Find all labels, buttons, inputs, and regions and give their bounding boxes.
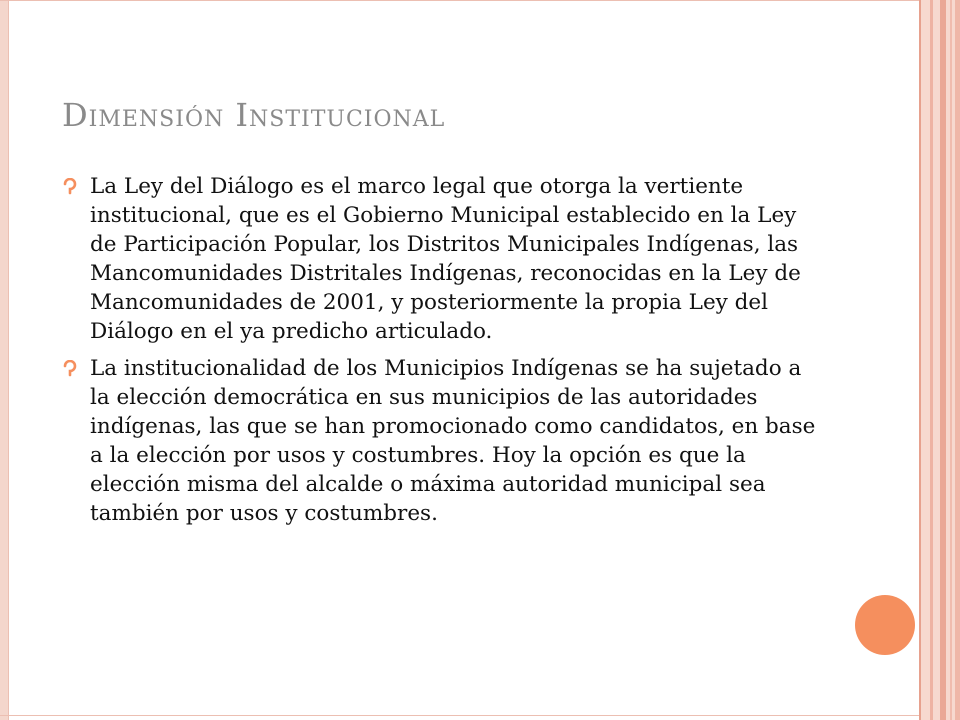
right-stripe	[955, 0, 960, 720]
bullet-item	[60, 354, 820, 528]
bullet-list	[60, 172, 820, 536]
bullet-text: La institucionalidad de los Municipios Indígenas se ha sujetado a la elección democrática en sus municipios de las autoridades indígenas, las que se han promocionado como candidatos, en base a la elección por usos y costumbres. Hoy la opción es que la elección misma del alcalde o máxima autoridad municipal sea también por usos y costumbres.	[90, 356, 816, 526]
right-stripe	[919, 0, 921, 720]
left-frame-line	[8, 0, 9, 720]
orange-hook-bullet-icon	[62, 360, 78, 378]
right-stripe	[930, 0, 933, 720]
orange-circle-decoration	[855, 595, 915, 655]
bottom-frame-line	[0, 715, 920, 716]
right-stripe	[940, 0, 946, 720]
bullet-item	[60, 172, 820, 346]
bullet-text: La Ley del Diálogo es el marco legal que otorga la vertiente institucional, que es el Gobierno Municipal establecido en la Ley de Participación Popular, los Distritos Municipales Indígenas, las Mancomunidades Distritales Indígenas, reconocidas en la Ley de Mancomunidades de 2001, y posteriormente la propia Ley del Diálogo en el ya predicho articulado.	[90, 174, 801, 344]
top-frame-line	[0, 0, 920, 1]
right-stripe	[950, 0, 952, 720]
orange-hook-bullet-icon	[62, 178, 78, 196]
slide-title: Dimensión Institucional	[62, 96, 446, 134]
left-frame-band	[0, 0, 8, 720]
